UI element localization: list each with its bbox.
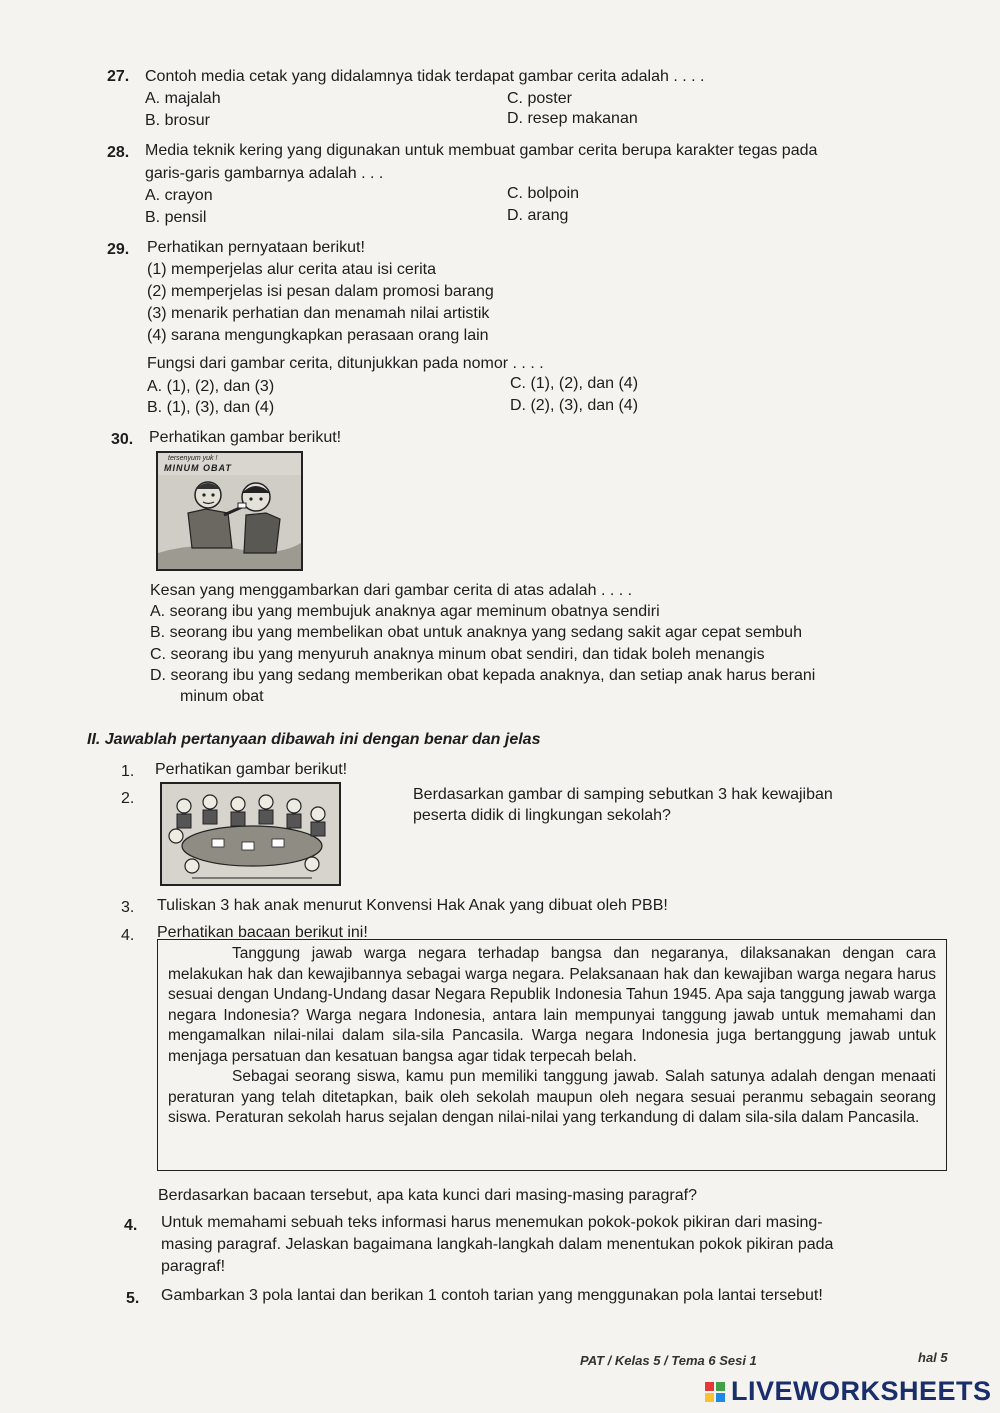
story-picture-small-caption: tersenyum yuk ! [168,455,218,462]
q30-option-b[interactable]: B. seorang ibu yang membelikan obat untuk anaknya yang sedang sakit agar cepat sembuh [150,624,802,641]
liveworksheets-logo-icon [705,1382,725,1402]
q29-statement-3: (3) menarik perhatian dan menamah nilai artistik [147,305,490,322]
q30-option-d[interactable]: D. seorang ibu yang sedang memberikan obat kepada anaknya, dan setiap anak harus berani [150,667,816,684]
reading-paragraph-2: Sebagai seorang siswa, kamu pun memiliki tanggung jawab. Salah satunya adalah dengan menaati peraturan yang telah ditetapkan, baik oleh sekolah maupun oleh negara sesuai peranmu sebagain seorang siswa. Peraturan sekolah harus sejalan dengan nilai-nilai yang terkandung di dalam sila-sila dalam Pancasila. [168,1068,936,1126]
essay-2-number: 2. [121,790,135,807]
essay-5-text: Gambarkan 3 pola lantai dan berikan 1 contoh tarian yang menggunakan pola lantai tersebut! [161,1287,823,1304]
classroom-picture [160,782,341,886]
footer-exam-info: PAT / Kelas 5 / Tema 6 Sesi 1 [580,1353,757,1368]
essay-4-text: Perhatikan bacaan berikut ini! [157,924,368,941]
q27-text: Contoh media cetak yang didalamnya tidak terdapat gambar cerita adalah . . . . [145,68,705,85]
q29-option-c[interactable]: C. (1), (2), dan (4) [510,375,639,392]
reading-paragraph-1: Tanggung jawab warga negara terhadap bangsa dan negaranya, dilaksanakan dengan cara melakukan hak dan kewajibannya sebagai warga negara. Pelaksanaan hak dan kewajiban warga negara harus sesuai dengan Undang-Undang dasar Negara Republik Indonesia Tahun 1945. Apa saja tanggung jawab warga negara Indonesia? Warga negara Indonesia, antara lain mempunyai tanggung jawab untuk memahami dan mengamalkan nilai-nilai dalam sila-sila Pancasila. Warga negara Indonesia juga bertanggung jawab untuk menjaga persatuan dan kesatuan bangsa agar tidak terpecah belah. [168,945,936,1065]
q30-number: 30. [111,431,134,448]
q29-option-a[interactable]: A. (1), (2), dan (3) [147,378,275,395]
q30-option-d-continued: minum obat [180,688,264,705]
essay-4b-line3: paragraf! [161,1258,226,1275]
q29-question: Fungsi dari gambar cerita, ditunjukkan pada nomor . . . . [147,355,544,372]
essay-5-number: 5. [126,1290,140,1307]
q30-question: Kesan yang menggambarkan dari gambar cerita di atas adalah . . . . [150,582,633,599]
essay-2-text-line1: Berdasarkan gambar di samping sebutkan 3 hak kewajiban [413,786,833,803]
q28-number: 28. [107,144,130,161]
reading-passage-box [157,939,947,1171]
q27-option-c[interactable]: C. poster [507,90,572,107]
q27-option-b[interactable]: B. brosur [145,112,210,129]
essay-4b-number: 4. [124,1217,138,1234]
q30-text: Perhatikan gambar berikut! [149,429,342,446]
essay-4-question: Berdasarkan bacaan tersebut, apa kata kunci dari masing-masing paragraf? [158,1187,697,1204]
essay-4b-line2: masing paragraf. Jelaskan bagaimana langkah-langkah dalam menentukan pokok pikiran pada [161,1236,834,1253]
q29-option-d[interactable]: D. (2), (3), dan (4) [510,397,639,414]
essay-3-number: 3. [121,899,135,916]
q29-number: 29. [107,241,130,258]
essay-2-text-line2: peserta didik di lingkungan sekolah? [413,807,671,824]
story-picture-drawing [158,453,301,569]
q30-option-a[interactable]: A. seorang ibu yang membujuk anaknya agar meminum obatnya sendiri [150,603,660,620]
essay-1-text: Perhatikan gambar berikut! [155,761,348,778]
q27-option-d[interactable]: D. resep makanan [507,110,638,127]
essay-3-text: Tuliskan 3 hak anak menurut Konvensi Hak Anak yang dibuat oleh PBB! [157,897,668,914]
q27-option-a[interactable]: A. majalah [145,90,221,107]
q28-option-d[interactable]: D. arang [507,207,569,224]
q28-option-b[interactable]: B. pensil [145,209,207,226]
q29-statement-1: (1) memperjelas alur cerita atau isi cerita [147,261,436,278]
q29-statement-2: (2) memperjelas isi pesan dalam promosi barang [147,283,494,300]
essay-1-number: 1. [121,763,135,780]
q29-text: Perhatikan pernyataan berikut! [147,239,365,256]
section-2-title: II. Jawablah pertanyaan dibawah ini dengan benar dan jelas [87,731,541,748]
essay-4-number: 4. [121,927,135,944]
footer-page-number: hal 5 [918,1350,948,1365]
q27-number: 27. [107,68,130,85]
q30-option-c[interactable]: C. seorang ibu yang menyuruh anaknya minum obat sendiri, dan tidak boleh menangis [150,646,765,663]
q28-option-c[interactable]: C. bolpoin [507,185,580,202]
story-picture-caption: MINUM OBAT [164,463,232,473]
essay-4b-line1: Untuk memahami sebuah teks informasi harus menemukan pokok-pokok pikiran dari masing- [161,1214,823,1231]
liveworksheets-logo-text: LIVEWORKSHEETS [731,1376,992,1406]
classroom-picture-drawing [162,784,339,884]
q28-text-line2: garis-garis gambarnya adalah . . . [145,165,384,182]
q29-statement-4: (4) sarana mengungkapkan perasaan orang lain [147,327,489,344]
liveworksheets-logo [705,1376,992,1407]
q28-option-a[interactable]: A. crayon [145,187,213,204]
q28-text-line1: Media teknik kering yang digunakan untuk membuat gambar cerita berupa karakter tegas pada [145,142,818,159]
story-picture-medicine [156,451,303,571]
q29-option-b[interactable]: B. (1), (3), dan (4) [147,399,275,416]
